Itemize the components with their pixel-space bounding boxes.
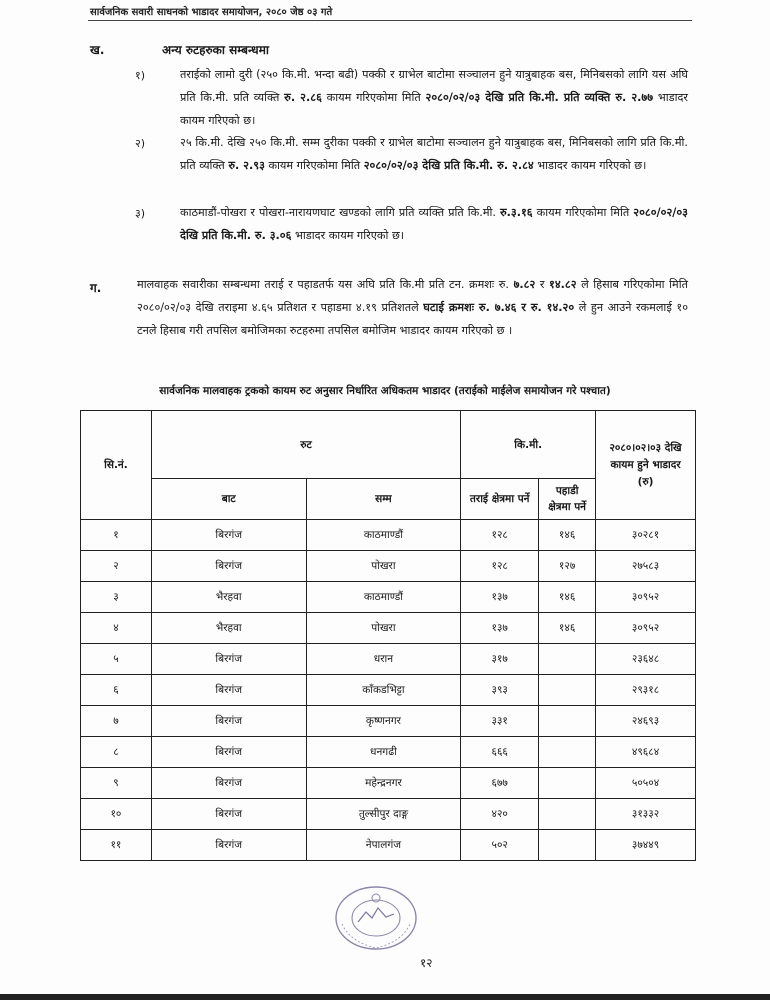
cell-rate: ३०२८१ bbox=[596, 520, 696, 551]
cell-from: बिरगंज bbox=[151, 830, 306, 861]
cell-sn: ४ bbox=[81, 613, 152, 644]
header-rate: २०८०।०२।०३ देखि कायम हुने भाडादर (रु) bbox=[596, 411, 696, 520]
table-row bbox=[81, 520, 696, 551]
cell-hill bbox=[539, 675, 596, 706]
table-row bbox=[81, 830, 696, 861]
cell-terai: ३३१ bbox=[461, 706, 539, 737]
cell-hill bbox=[539, 799, 596, 830]
cell-rate: २४६९३ bbox=[596, 706, 696, 737]
item-3-paragraph bbox=[180, 201, 688, 247]
table-row bbox=[81, 675, 696, 706]
cell-terai: ४२० bbox=[461, 799, 539, 830]
cell-rate: ३०९५२ bbox=[596, 613, 696, 644]
text-run: रु. २.९३ bbox=[228, 159, 265, 172]
cell-terai: १३७ bbox=[461, 582, 539, 613]
cell-rate: ३१३३२ bbox=[596, 799, 696, 830]
cell-terai: ३९३ bbox=[461, 675, 539, 706]
cell-from: बिरगंज bbox=[151, 768, 306, 799]
text-run: कायम गरिएकोमा मिति bbox=[532, 206, 634, 219]
cell-from: भैरहवा bbox=[151, 582, 306, 613]
table-row bbox=[81, 551, 696, 582]
cell-to: काठमाण्डौं bbox=[306, 520, 461, 551]
text-run: २०८०/०२/०३ देखि प्रति कि.मी. रु. २.८४ bbox=[363, 159, 534, 172]
section-kha-label: ख. bbox=[90, 43, 105, 57]
table-row bbox=[81, 613, 696, 644]
cell-rate: ४९६८४ bbox=[596, 737, 696, 768]
header-sn: सि.नं. bbox=[81, 411, 152, 520]
table-row bbox=[81, 706, 696, 737]
text-run: रु.३.१६ bbox=[499, 206, 533, 219]
cell-to: कृष्णनगर bbox=[306, 706, 461, 737]
text-run: भाडादर कायम गरिएको छ। bbox=[533, 159, 647, 172]
cell-sn: ८ bbox=[81, 737, 152, 768]
cell-from: बिरगंज bbox=[151, 520, 306, 551]
cell-from: बिरगंज bbox=[151, 799, 306, 830]
text-run: २५ कि.मी. देखि २५० कि.मी. सम्म दुरीका पक्की र ग्राभेल बाटोमा सञ्चालन हुने यात्रुबाहक बस, मिनिबसको लागि प्रति कि.मी. प्रति व्यक्ति bbox=[180, 136, 688, 172]
text-run: तराईको लामो दुरी (२५० कि.मी. भन्दा बढी) पक्की र ग्राभेल बाटोमा सञ्चालन हुने यात्रुबाहक बस, मिनिबसको लागि यस अघि प्रति कि.मी. प्रति व्यक्ति bbox=[180, 68, 688, 104]
item-1-number: १) bbox=[135, 69, 146, 82]
text-run: १४.८२ bbox=[549, 278, 577, 291]
cell-from: बिरगंज bbox=[151, 644, 306, 675]
cell-to: पोखरा bbox=[306, 613, 461, 644]
cell-sn: ७ bbox=[81, 706, 152, 737]
header-terai: तराई क्षेत्रमा पर्ने bbox=[461, 479, 539, 520]
scan-bottom-edge bbox=[0, 994, 770, 1000]
text-run: भाडादर कायम गरिएको छ। bbox=[180, 91, 688, 127]
item-1-paragraph bbox=[180, 63, 688, 132]
cell-to: नेपालगंज bbox=[306, 830, 461, 861]
header-rule bbox=[88, 20, 692, 21]
cell-to: धनगढी bbox=[306, 737, 461, 768]
item-3-number: ३) bbox=[135, 207, 146, 220]
table-row bbox=[81, 644, 696, 675]
header-from: बाट bbox=[151, 479, 306, 520]
cell-from: बिरगंज bbox=[151, 675, 306, 706]
cell-terai: ६७७ bbox=[461, 768, 539, 799]
cell-hill: १४६ bbox=[539, 582, 596, 613]
cell-terai: १३७ bbox=[461, 613, 539, 644]
text-run: ले हिसाब गरिएकोमा मिति २०८०/०२/०३ देखि तराइमा ४.६५ प्रतिशत र पहाडमा ४.१९ प्रतिशतले bbox=[137, 278, 688, 314]
office-seal-stamp bbox=[330, 884, 422, 954]
cell-hill: १४६ bbox=[539, 613, 596, 644]
cell-sn: ३ bbox=[81, 582, 152, 613]
header-hill: पहाडी क्षेत्रमा पर्ने bbox=[539, 479, 596, 520]
text-run: २०८०/०२/०३ देखि प्रति कि.मी. रु. ३.०६ bbox=[180, 206, 688, 242]
cell-to: पोखरा bbox=[306, 551, 461, 582]
cell-hill bbox=[539, 830, 596, 861]
text-run: भाडादर कायम गरिएको छ। bbox=[291, 229, 405, 242]
cell-to: महेन्द्रनगर bbox=[306, 768, 461, 799]
cell-hill: १२७ bbox=[539, 551, 596, 582]
item-2-number: २) bbox=[135, 137, 146, 150]
cell-to: धरान bbox=[306, 644, 461, 675]
section-ga-paragraph bbox=[137, 273, 688, 342]
cell-from: बिरगंज bbox=[151, 737, 306, 768]
text-run: र bbox=[535, 278, 549, 291]
cell-rate: २९३१८ bbox=[596, 675, 696, 706]
header-km: कि.मी. bbox=[461, 411, 596, 479]
header-route: रुट bbox=[151, 411, 460, 479]
text-run: काठमाडौं-पोखरा र पोखरा-नारायणघाट खण्डको लागि प्रति व्यक्ति प्रति कि.मी. bbox=[180, 206, 500, 219]
cell-rate: २३६४८ bbox=[596, 644, 696, 675]
cell-sn: ६ bbox=[81, 675, 152, 706]
page-number: १२ bbox=[420, 956, 433, 970]
cell-terai: १२८ bbox=[461, 520, 539, 551]
cell-from: बिरगंज bbox=[151, 551, 306, 582]
cell-sn: १ bbox=[81, 520, 152, 551]
cell-from: बिरगंज bbox=[151, 706, 306, 737]
section-ga-label: ग. bbox=[90, 281, 102, 295]
cell-to: काठमाण्डौं bbox=[306, 582, 461, 613]
section-kha-title: अन्य रुटहरुका सम्बन्धमा bbox=[162, 43, 269, 57]
cell-to: काँकडभिट्टा bbox=[306, 675, 461, 706]
cell-terai: १२८ bbox=[461, 551, 539, 582]
cell-hill bbox=[539, 768, 596, 799]
table-caption: सार्वजनिक मालवाहक ट्रकको कायम रुट अनुसार निर्धारित अधिकतम भाडादर (तराईको माईलेज समायोजन गरे पश्चात) bbox=[159, 385, 611, 397]
text-run: मालवाहक सवारीका सम्बन्धमा तराई र पहाडतर्फ यस अघि प्रति कि.मी प्रति टन. क्रमशः रु. bbox=[137, 278, 514, 291]
cell-hill: १४६ bbox=[539, 520, 596, 551]
cell-sn: १० bbox=[81, 799, 152, 830]
cell-rate: २७५८३ bbox=[596, 551, 696, 582]
cell-from: भैरहवा bbox=[151, 613, 306, 644]
cell-hill bbox=[539, 706, 596, 737]
cell-sn: ९ bbox=[81, 768, 152, 799]
text-run: २०८०/०२/०३ देखि प्रति कि.मी. प्रति व्यक्ति रु. २.७७ bbox=[425, 91, 654, 104]
fare-table bbox=[80, 410, 696, 861]
cell-hill bbox=[539, 737, 596, 768]
text-run: ७.८२ bbox=[513, 278, 536, 291]
text-run: कायम गरिएकोमा मिति bbox=[321, 91, 426, 104]
cell-terai: ६६६ bbox=[461, 737, 539, 768]
cell-hill bbox=[539, 644, 596, 675]
header-to: सम्म bbox=[306, 479, 461, 520]
text-run: ले हुन आउने रकमलाई १० टनले हिसाब गरी तपसिल बमोजिमका रुटहरुमा तपसिल बमोजिम भाडादर कायम गरिएको छ । bbox=[137, 301, 689, 337]
cell-sn: ११ bbox=[81, 830, 152, 861]
cell-rate: ५०५०४ bbox=[596, 768, 696, 799]
cell-terai: ५०२ bbox=[461, 830, 539, 861]
table-body bbox=[81, 520, 696, 861]
table-row bbox=[81, 582, 696, 613]
text-run: रु. २.८६ bbox=[284, 91, 322, 104]
page-header: सार्वजनिक सवारी साधनको भाडादर समायोजन, २०८० जेष्ठ ०३ गते bbox=[90, 7, 333, 18]
text-run: घटाई क्रमशः रु. ७.४६ र रु. १४.२० bbox=[423, 301, 575, 314]
table-row bbox=[81, 799, 696, 830]
cell-to: तुल्सीपुर दाङ्ग bbox=[306, 799, 461, 830]
cell-terai: ३१७ bbox=[461, 644, 539, 675]
cell-rate: ३०९५२ bbox=[596, 582, 696, 613]
table-row bbox=[81, 737, 696, 768]
text-run: कायम गरिएकोमा मिति bbox=[264, 159, 364, 172]
table-row bbox=[81, 768, 696, 799]
cell-rate: ३७४४९ bbox=[596, 830, 696, 861]
item-2-paragraph bbox=[180, 131, 688, 177]
cell-sn: ५ bbox=[81, 644, 152, 675]
cell-sn: २ bbox=[81, 551, 152, 582]
